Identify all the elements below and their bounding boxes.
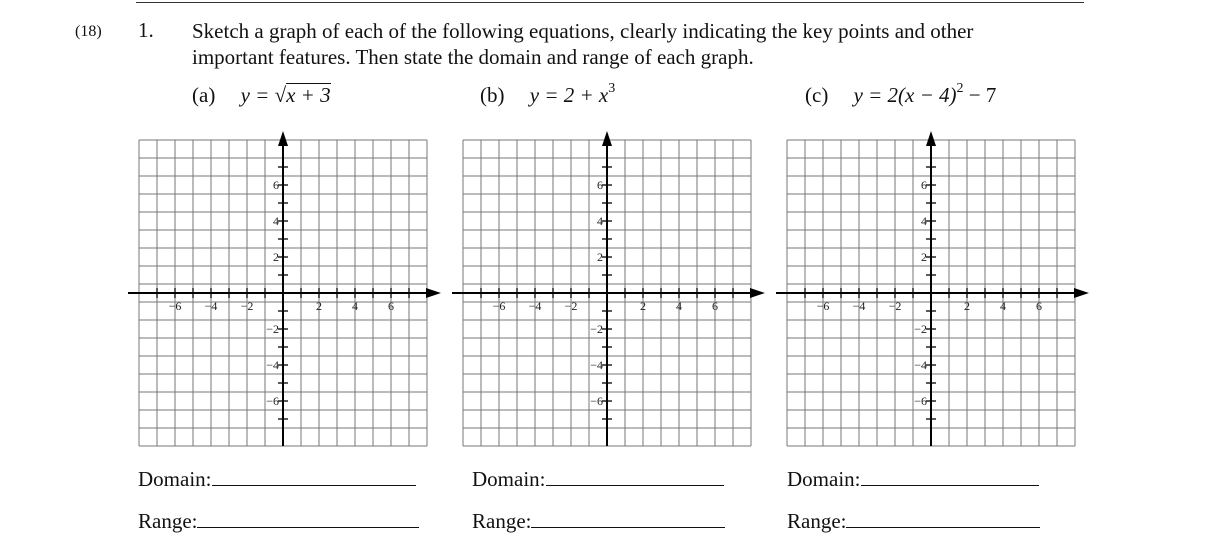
x-tick-label: 6 — [712, 299, 718, 313]
domain-label-a: Domain: — [138, 467, 212, 491]
part-b-equation-exponent: 3 — [608, 81, 616, 96]
x-tick-label: −6 — [816, 299, 830, 313]
part-a-equation — [241, 83, 331, 107]
point-value: (18) — [75, 23, 102, 40]
coordinate-grid-b[interactable] — [452, 128, 768, 452]
part-c-heading — [805, 83, 996, 108]
x-tick-label: −6 — [492, 299, 506, 313]
x-tick-label: 2 — [316, 299, 322, 313]
range-field-a[interactable] — [138, 507, 419, 534]
part-c-equation-exponent: 2 — [956, 81, 964, 96]
x-tick-label: −4 — [852, 299, 866, 313]
part-c-equation-lhs: y = 2(x − 4) — [853, 83, 957, 107]
range-blank-c[interactable] — [846, 507, 1040, 528]
domain-blank-b[interactable] — [546, 465, 724, 486]
x-tick-label: −4 — [528, 299, 542, 313]
range-field-b[interactable] — [472, 507, 725, 534]
instructions-line-2: important features. Then state the domain and range of each graph. — [192, 45, 754, 69]
part-c-equation-rhs: − 7 — [963, 83, 997, 107]
range-field-c[interactable] — [787, 507, 1040, 534]
x-tick-label: −2 — [888, 299, 902, 313]
x-tick-label: 4 — [1000, 299, 1006, 313]
x-tick-label: −4 — [204, 299, 218, 313]
x-axis-arrow-icon — [426, 288, 441, 298]
part-c-label: (c) — [805, 83, 829, 107]
question-number: 1. — [138, 18, 154, 42]
x-axis-arrow-icon — [1074, 288, 1089, 298]
instructions-line-1: Sketch a graph of each of the following equations, clearly indicating the key points and other — [192, 19, 974, 43]
y-tick-label: 4 — [921, 214, 927, 228]
x-tick-label: 6 — [388, 299, 394, 313]
part-b-equation — [530, 83, 615, 107]
y-tick-label: −2 — [914, 322, 927, 336]
part-b-heading — [480, 83, 615, 108]
range-label-a: Range: — [138, 509, 198, 533]
x-tick-label: −2 — [564, 299, 578, 313]
part-a-label: (a) — [192, 83, 216, 107]
domain-field-a[interactable] — [138, 465, 416, 492]
part-c-equation — [854, 83, 997, 107]
domain-blank-c[interactable] — [861, 465, 1039, 486]
domain-label-b: Domain: — [472, 467, 546, 491]
instructions — [192, 18, 1112, 70]
y-tick-label: −6 — [914, 394, 927, 408]
part-a-equation-lhs: y = — [240, 83, 275, 107]
y-axis-arrow-icon — [602, 131, 612, 146]
top-rule — [136, 2, 1084, 3]
y-tick-label: 6 — [273, 178, 279, 192]
x-tick-label: 2 — [964, 299, 970, 313]
y-tick-label: 4 — [273, 214, 279, 228]
range-label-c: Range: — [787, 509, 847, 533]
y-tick-label: −2 — [590, 322, 603, 336]
x-tick-label: 6 — [1036, 299, 1042, 313]
y-tick-label: −4 — [266, 358, 279, 372]
y-tick-label: −4 — [914, 358, 927, 372]
y-tick-label: −6 — [266, 394, 279, 408]
y-tick-label: 2 — [921, 250, 927, 264]
y-tick-label: −2 — [266, 322, 279, 336]
sqrt-sign-icon: √ — [274, 83, 287, 107]
x-tick-label: 4 — [352, 299, 358, 313]
coordinate-grid-c[interactable] — [776, 128, 1092, 452]
x-tick-label: −6 — [168, 299, 182, 313]
y-tick-label: 6 — [597, 178, 603, 192]
x-tick-label: 4 — [676, 299, 682, 313]
range-blank-a[interactable] — [197, 507, 419, 528]
domain-label-c: Domain: — [787, 467, 861, 491]
domain-blank-a[interactable] — [212, 465, 416, 486]
range-label-b: Range: — [472, 509, 532, 533]
x-axis-arrow-icon — [750, 288, 765, 298]
part-a-heading — [192, 83, 331, 108]
y-tick-label: 6 — [921, 178, 927, 192]
domain-field-c[interactable] — [787, 465, 1039, 492]
y-tick-label: 4 — [597, 214, 603, 228]
y-tick-label: −4 — [590, 358, 603, 372]
y-tick-label: −6 — [590, 394, 603, 408]
y-axis-arrow-icon — [278, 131, 288, 146]
coordinate-grid-a[interactable] — [128, 128, 444, 452]
x-tick-label: 2 — [640, 299, 646, 313]
part-a-equation-radicand: x + 3 — [286, 83, 331, 107]
y-axis-arrow-icon — [926, 131, 936, 146]
y-tick-label: 2 — [273, 250, 279, 264]
part-b-label: (b) — [480, 83, 505, 107]
range-blank-b[interactable] — [531, 507, 725, 528]
x-tick-label: −2 — [240, 299, 254, 313]
part-b-equation-lhs: y = 2 + x — [529, 83, 609, 107]
domain-field-b[interactable] — [472, 465, 724, 492]
y-tick-label: 2 — [597, 250, 603, 264]
